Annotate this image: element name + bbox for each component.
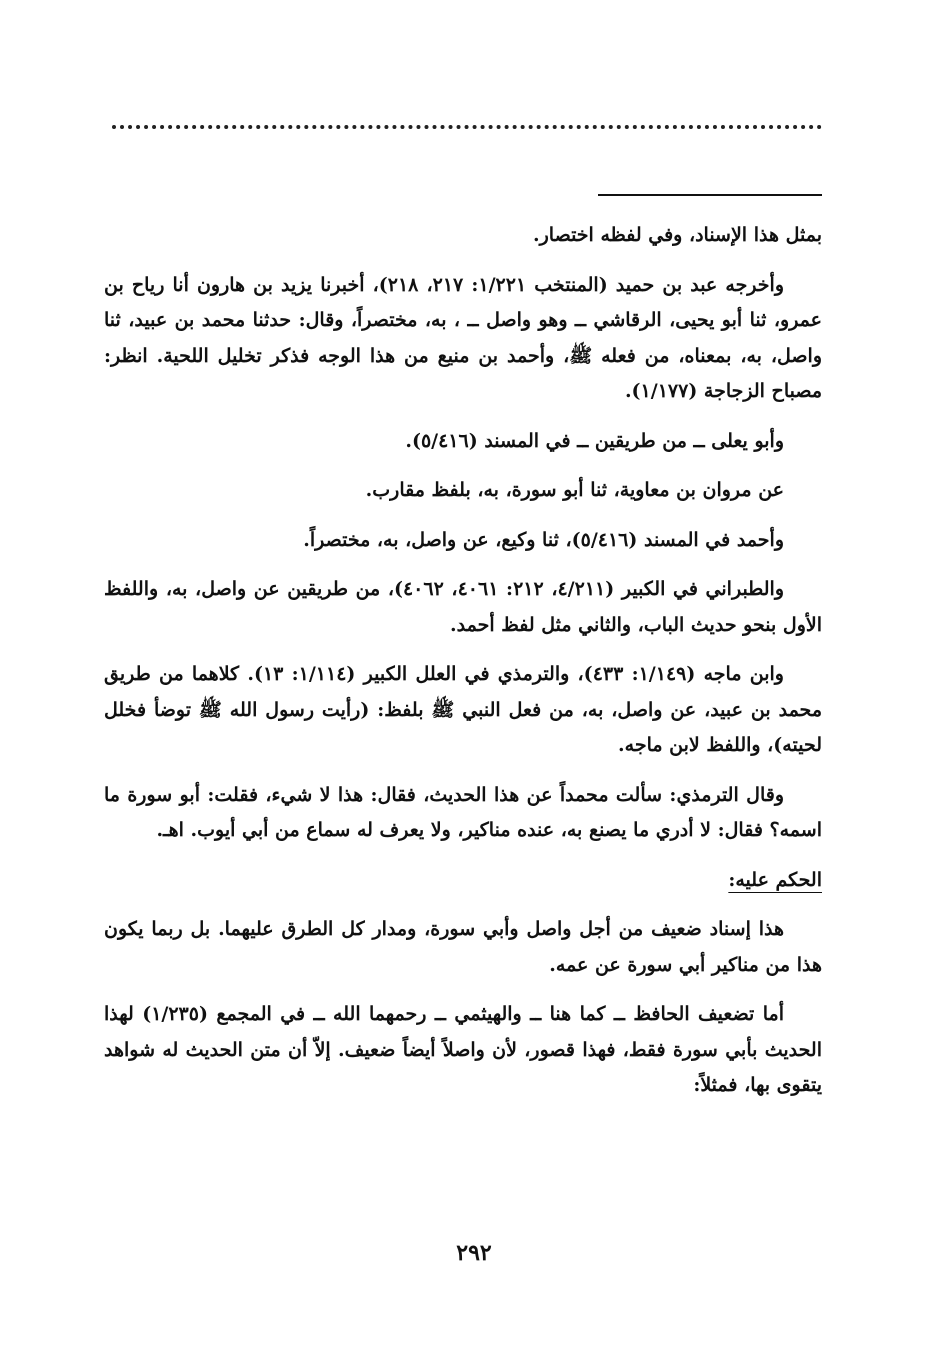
- section-heading: الحكم عليه:: [728, 868, 822, 891]
- paragraph: هذا إسناد ضعيف من أجل واصل وأبي سورة، ومدار كل الطرق عليهما. بل ربما يكون هذا من مناكير أبي سورة عن عمه.: [104, 918, 822, 976]
- page-number: ٢٩٢: [456, 1240, 492, 1266]
- dotted-separator: [112, 125, 822, 129]
- paragraph: أما تضعيف الحافظ ــ كما هنا ــ والهيثمي ــ رحمهما الله ــ في المجمع (١/٢٣٥) لهذا الحديث بأبي سورة فقط، فهذا قصور، لأن واصلاً أيضاً ضعيف. إلاّ أن متن الحديث له شواهد يتقوى بها، فمثلاً:: [104, 1003, 822, 1096]
- body-text: [104, 218, 822, 1118]
- paragraph: وأبو يعلى ــ من طريقين ــ في المسند (٥/٤١٦).: [405, 429, 784, 452]
- paragraph: بمثل هذا الإسناد، وفي لفظه اختصار.: [533, 224, 822, 246]
- paragraph: وقال الترمذي: سألت محمداً عن هذا الحديث، فقال: هذا لا شيء، فقلت: أبو سورة ما اسمه؟ فقال: لا أدري ما يصنع به، عنده مناكير، ولا يعرف له سماع من أبي أيوب. اهـ.: [104, 783, 822, 841]
- paragraph: والطبراني في الكبير (٤/٢١١، ٢١٢: ٤٠٦١، ٤٠٦٢)، من طريقين عن واصل، به، واللفظ الأول بنحو حديث الباب، والثاني مثل لفظ أحمد.: [104, 578, 822, 636]
- paragraph: وأخرجه عبد بن حميد (المنتخب ١/٢٢١: ٢١٧، ٢١٨)، أخبرنا يزيد بن هارون أنا رياح بن عمرو، ثنا أبو يحيى، الرقاشي ــ وهو واصل ــ ، به، مختصراً، وقال: حدثنا محمد بن عبيد، ثنا واصل، به، بمعناه، من فعله ﷺ، وأحمد بن منيع من هذا الوجه فذكر تخليل اللحية. انظر: مصباح الزجاجة (١/١٧٧).: [104, 273, 822, 402]
- paragraph: عن مروان بن معاوية، ثنا أبو سورة، به، بلفظ مقارب.: [365, 479, 784, 501]
- paragraph: وابن ماجه (١/١٤٩: ٤٣٣)، والترمذي في العلل الكبير (١/١١٤: ١٣). كلاهما من طريق محمد بن عبيد، عن واصل، به، من فعل النبي ﷺ بلفظ: (رأيت رسول الله ﷺ توضأ فخلل لحيته)، واللفظ لابن ماجه.: [104, 663, 822, 756]
- paragraph: وأحمد في المسند (٥/٤١٦)، ثنا وكيع، عن واصل، به، مختصراً.: [303, 528, 784, 551]
- footnote-rule: [598, 194, 822, 196]
